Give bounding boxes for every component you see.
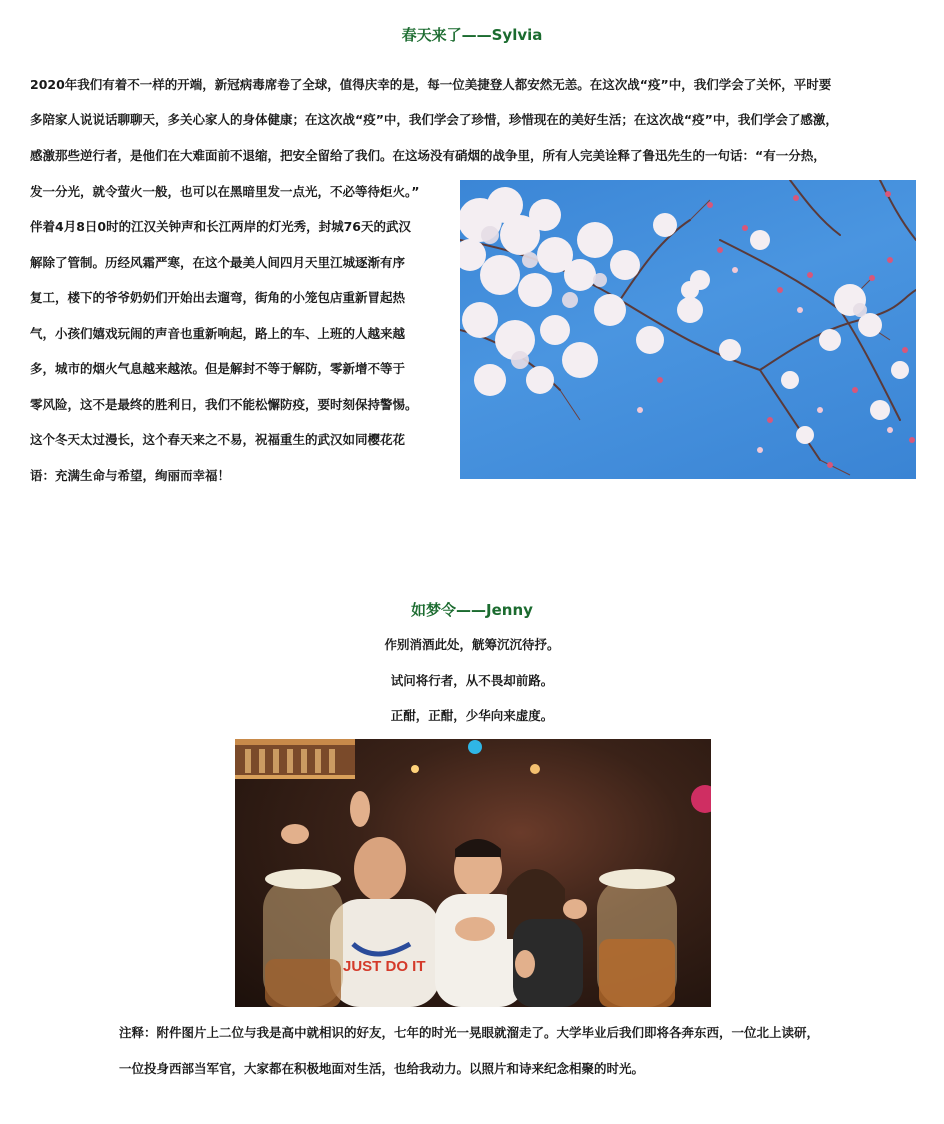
paragraph-line: 语：充满生命与希望，绚丽而幸福！ (30, 468, 231, 483)
paragraph-line: 零风险，这不是最终的胜利日，我们不能松懈防疫，要时刻保持警惕。 (30, 397, 418, 412)
note-line: 一位投身西部当军官，大家都在积极地面对生活，也给我动力。以照片和诗来纪念相聚的时光。 (119, 1061, 645, 1076)
note-line: 注释：附件图片上二位与我是高中就相识的好友，七年的时光一晃眼就溜走了。大学毕业后我们即将各奔东西，一位北上读研， (119, 1025, 820, 1040)
shirt-text: JUST DO IT (343, 958, 426, 975)
poem-line: 试问将行者，从不畏却前路。 (390, 673, 554, 688)
paragraph-line: 感激那些逆行者，是他们在大难面前不退缩，把安全留给了我们。在这场没有硝烟的战争里，所有人完美诠释了鲁迅先生的一句话：“有一分热， (30, 148, 826, 163)
paragraph-line: 这个冬天太过漫长，这个春天来之不易，祝福重生的武汉如同樱花花 (30, 432, 406, 447)
paragraph-line: 2020年我们有着不一样的开端，新冠病毒席卷了全球，值得庆幸的是，每一位美捷登人都安然无恙。在这次战“疫”中，我们学会了关怀，平时要 (30, 77, 832, 92)
paragraph-line: 发一分光，就令萤火一般，也可以在黑暗里发一点光，不必等待炬火。” (30, 184, 420, 199)
poem-line: 正酣，正酣，少华向来虚度。 (390, 708, 554, 723)
cherry-blossom-photo (460, 180, 916, 479)
paragraph-line: 多陪家人说说话聊聊天，多关心家人的身体健康；在这次战“疫”中，我们学会了珍惜，珍惜现在的美好生活；在这次战“疫”中，我们学会了感激， (30, 112, 838, 127)
paragraph-line: 伴着4月8日0时的江汉关钟声和长江两岸的灯光秀，封城76天的武汉 (30, 219, 411, 234)
paragraph-line: 气，小孩们嬉戏玩闹的声音也重新响起，路上的车、上班的人越来越 (30, 326, 406, 341)
friends-gathering-photo (235, 739, 711, 1007)
paragraph-line: 多，城市的烟火气息越来越浓。但是解封不等于解防，零新增不等于 (30, 361, 406, 376)
paragraph-line: 复工，楼下的爷爷奶奶们开始出去遛弯，街角的小笼包店重新冒起热 (30, 290, 406, 305)
friends-gathering-illustration (235, 739, 711, 1007)
poem-line: 作别消酒此处，觥筹沉沉待抒。 (384, 637, 560, 652)
paragraph-line: 解除了管制。历经风霜严寒，在这个最美人间四月天里江城逐渐有序 (30, 255, 406, 270)
section-title-sylvia: 春天来了——Sylvia (401, 26, 543, 44)
cherry-blossom-illustration (460, 180, 916, 479)
section-title-jenny: 如梦令——Jenny (411, 601, 533, 619)
